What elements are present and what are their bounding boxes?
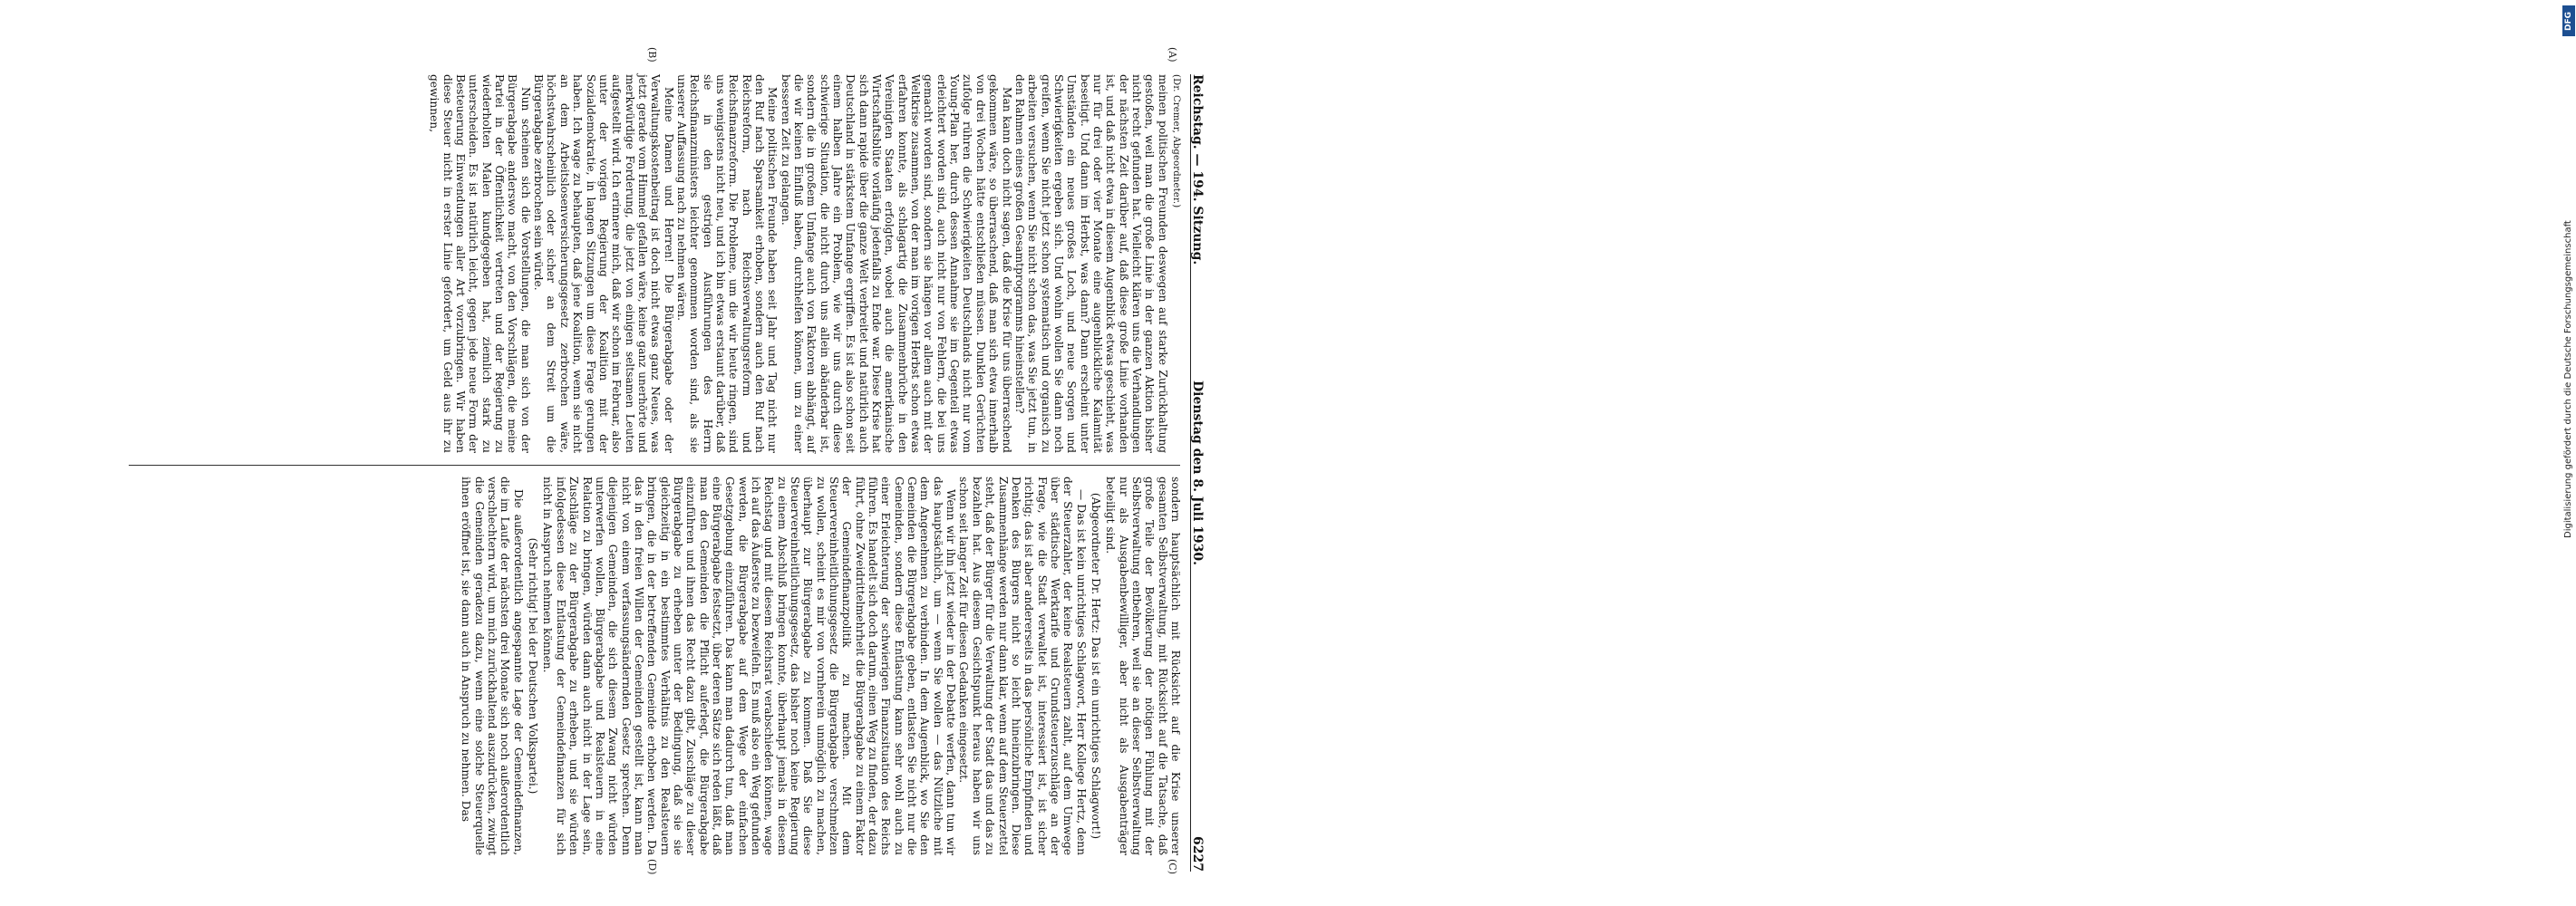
speaker-line: (Dr. Cremer, Abgeordneter.) [1171,74,1181,208]
right-column [123,477,1182,855]
margin-marker-b: (B) [646,47,658,63]
dfg-logo-badge: DFG [2562,5,2575,36]
margin-marker-a: (A) [1167,47,1178,63]
digitization-note: Digitalisierung gefördert durch die Deutsche Forschungsgemeinschaft [2563,220,2573,538]
margin-marker-c: (C) [1167,859,1178,874]
left-paragraph-4: Meine Damen und Herren! Die Bürgerabgabe oder der Verwaltungskostenbeitrag ist doch nicht etwas ganz Neues, was jetzt gerade vom Himmel gefallen wäre, keine ganz unerhörte und merkwürdige Forderung, die jetzt von einigen seltsamen Leuten aufgestellt wird. Ich erinnere mich, daß wir schon im Februar, also unter der vorigen Regierung der Koalition mit der Sozialdemokratie, in langen Sitzungen um diese Frage gerungen haben. Ich wage zu behaupten, daß jene Koalition, wenn sie nicht an dem Arbeitslosenversicherungsgesetz zerbrochen wäre, höchstwahrscheinlich oder sicher an dem Streit um die Bürgerabgabe zerbrochen sein würde. [532,74,675,453]
column-divider [129,465,1180,466]
right-paragraph-3: Wenn wir ihn jetzt wieder in der Debatte werfen, dann tun wir das hauptsächlich, um — wenn Sie wollen — das Nützliche mit dem Angenehmen zu verbinden. In dem Augenblick, wo Sie den Gemeinden die Bürgerabgabe geben, entlasten Sie nicht nur die Gemeinden, sondern diese Entlastung kann sehr wohl auch zu einer Erleichterung der schwierigen Finanzsituation des Reichs führen. Es handelt sich doch darum, einen Weg zu finden, der dazu führt, ohne Zweidrittelmehrheit die Bürgerabgabe zu einem Faktor der Gemeindefinanzpolitik zu machen. Mit dem Steuervereinheitlichungsgesetz die Bürgerabgabe verschmelzen zu wollen, scheint es mir von vornherein unmöglich zu machen, überhaupt zur Bürgerabgabe zu kommen. Daß Sie diese Steuervereinheitlichungsgesetz, das bisher noch keine Regierung zu einem Abschluß bringen konnte, überhaupt jemals in diesem Reichstag und mit diesem Reichsrat verabschieden können, wage ich auf das Äußerste zu bezweifeln. Es muß also ein Weg gefunden werden, die Bürgerabgabe auf dem Wege der einfachen Gesetzgebung einzuführen. Das kann man dadurch tun, daß man eine Bürgerabgabe festsetzt, über deren Sätze sich reden läßt, daß man den Gemeinden die Pflicht auferlegt, die Bürgerabgabe einzuführen und ihnen das Recht dazu gibt, Zuschläge zu dieser Bürgerabgabe zu erheben unter der Bedingung, daß sie sie gleichzeitig in ein bestimmtes Verhältnis zu den Realsteuern bringen, die in der betreffenden Gemeinde erhoben werden. Da das in den freien Willen der Gemeinden gestellt ist, kann man nicht von einem verfassungsändernden Gesetz sprechen. Denn diejenigen Gemeinden, die sich diesem Zwang nicht würden unterwerfen wollen, Bürgerabgabe und Realsteuern in eine Relation zu bringen, würden dann auch nicht in der Lage sein, Zuschläge zu der Bürgerabgabe zu erheben, und sie würden infolgedessen diese Entlastung der Gemeindefinanzen für sich nicht in Anspruch nehmen können. [541,477,958,855]
right-paragraph-2: — Das ist kein unrichtiges Schlagwort, Herr Kollege Hertz, denn der Steuerzahler, der keine Realsteuern zahlt, auf dem Umwege über städtische Werktarife und Grundsteuerzuschläge an der Frage, wie die Stadt verwaltet ist, interessiert ist, ist sicher richtig; das ist aber andererseits in das persönliche Empfinden und Denken des Bürgers nicht so leicht hineinzubringen. Diese Zusammenhänge werden nur dann klar, wenn auf dem Steuerzettel steht, daß der Bürger für die Verwaltung der Stadt das und das zu bezahlen hat. Aus diesem Gesichtspunkt heraus haben wir uns schon seit langer Zeit für diesen Gedanken eingesetzt. [957,477,1088,855]
left-column [123,74,1182,453]
header-session: Reichstag. — 194. Sitzung. [1190,74,1206,265]
left-paragraph-5: Nun scheinen sich die Vorstellungen, die man sich von der Bürgerabgabe anderswo macht, von den Vorschlägen, die meine Partei in der Öffentlichkeit vertreten und der Regierung zu wiederholten Malen kundgegeben hat, ziemlich stark zu unterscheiden. Es ist natürlich leicht, gegen jede neue Form der Besteuerung Einwendungen aller Art vorzubringen. Wir haben diese Steuer nicht in erster Linie gefordert, um Geld aus ihr zu gewinnen, [428,74,532,453]
rotated-page-content [123,47,1211,875]
right-paragraph-1: sondern hauptsächlich mit Rücksicht auf die Krise unserer gesamten Selbstverwaltung, mit Rücksicht auf die Tatsache, daß große Teile der Bevölkerung der nötigen Fühlung mit der Selbstverwaltung entbehren, weil sie an dieser Selbstverwaltung nur als Ausgabenbewilliger, aber nicht als Ausgabenträger beteiligt sind. [1104,477,1182,855]
left-paragraph-1: meinen politischen Freunden deswegen auf starke Zurückhaltung gestoßen, weil man die große Linie in der ganzen Aktion bisher nicht recht gefunden hat. Vielleicht klären uns die Verhandlungen der nächsten Zeit darüber auf, daß diese große Linie vorhanden ist, und daß nicht etwa in diesem Augenblick etwas geschieht, was nur für drei oder vier Monate eine augenblickliche Kalamität beseitigt. Und dann im Herbst, was dann? Dann erscheint unter Umständen ein neues großes Loch, und neue Sorgen und Schwierigkeiten ergeben sich. Und wohin wollen Sie dann noch greifen, wenn Sie nicht jetzt schon systematisch und organisch zu arbeiten versuchen, wenn Sie nicht schon das, was Sie jetzt tun, in den Rahmen eines großen Gesamtprogramms hineinstellen? [1012,74,1169,453]
interjection-hertz: (Abgeordneter Dr. Hertz: Das ist ein unrichtiges Schlagwort!) [1089,492,1102,840]
header-date: Dienstag den 8. Juli 1930. [1190,380,1206,566]
left-paragraph-2: Man kann doch nicht sagen, daß die Krise für uns überraschend gekommen wäre, so überraschend, daß man sich etwa innerhalb von drei Wochen hätte entschließen müssen. Dunklen Gerüchten zufolge rühren die Schwierigkeiten Deutschlands nicht nur vom Young-Plan her, durch dessen Annahme sie im Gegenteil etwas erleichtert worden sind, auch nicht nur von Fehlern, die bei uns gemacht worden sind, sondern sie hängen vor allem auch mit der Weltkrise zusammen, von der man im vorigen Herbst schon etwas erfahren konnte, als schlagartig die Zusammenbrüche in den Vereinigten Staaten erfolgten, wobei auch die amerikanische Wirtschaftsblüte vorläufig jedenfalls zu Ende war. Diese Krise hat sich dann rapide über die ganze Welt verbreitet und natürlich auch Deutschland in stärkstem Umfange ergriffen. Es ist also schon seit einem halben Jahre ein Problem, wie wir uns durch diese schwierige Situation, die nicht durch uns allein abänderbar ist, sondern die in großem Umfange auch von Faktoren abhängt, auf die wir keinen Einfluß haben, durchhelfen können, um zu einer besseren Zeit zu gelangen. [779,74,1013,453]
header-page-number: 6227 [1190,836,1206,872]
running-head [1190,74,1211,872]
right-paragraph-4: Die außerordentlich angespannte Lage der Gemeindefinanzen, die im Laufe der nächsten drei Monate sich noch außerordentlich verschlechtern wird, um mich zurückhaltend auszudrücken, zwingt die Gemeinden geradezu dazu, wenn eine solche Steuerquelle ihnen eröffnet ist, sie dann auch in Anspruch zu nehmen. Das [460,477,525,855]
margin-marker-d: (D) [646,859,658,875]
interjection-volkspartei: (Sehr richtig! bei der Deutschen Volkspartei.) [527,537,540,795]
left-paragraph-3: Meine politischen Freunde haben seit Jahr und Tag nicht nur den Ruf nach Sparsamkeit erhoben, sondern auch den Ruf nach Reichsreform, nach Reichsverwaltungsreform und Reichsfinanzreform. Die Probleme, um die wir heute ringen, sind uns wenigstens nicht neu, und ich bin etwas erstaunt darüber, daß sie in den gestrigen Ausführungen des Herrn Reichsfinanzministers leichter genommen worden sind, als sie unserer Auffassung nach zu nehmen wären. [674,74,780,453]
